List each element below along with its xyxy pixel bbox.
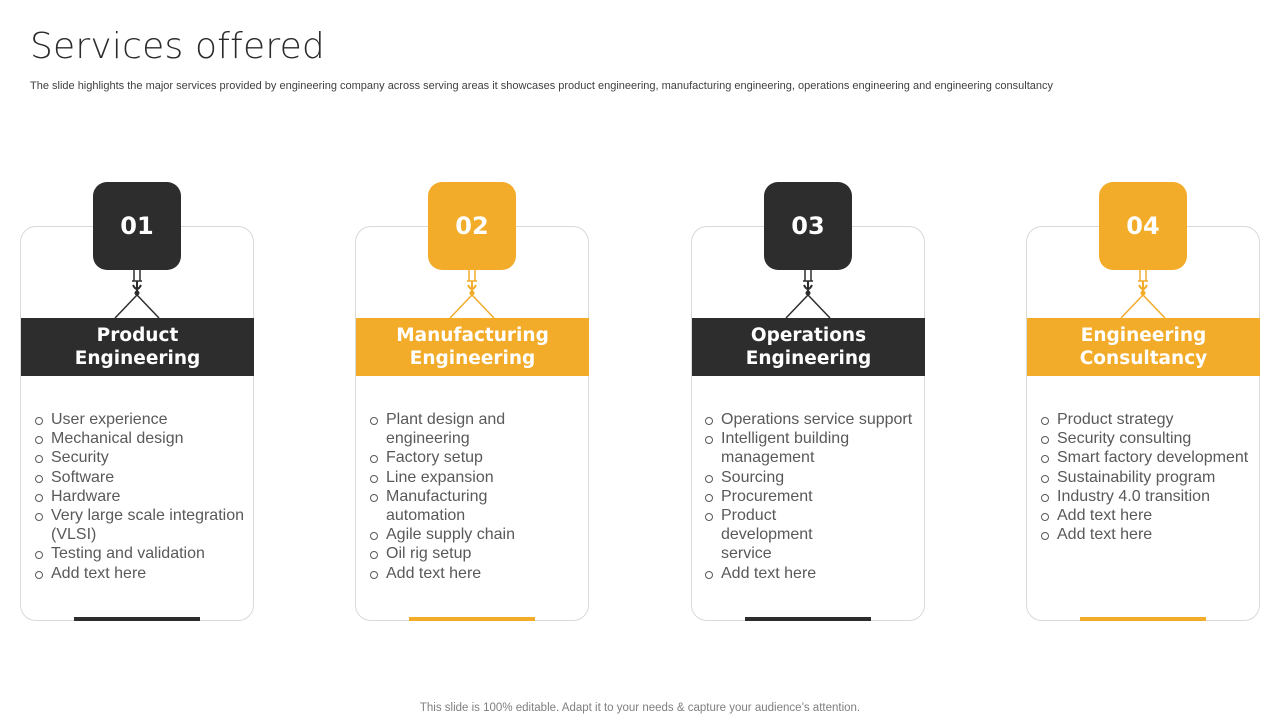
list-item: Factory setup — [368, 448, 568, 467]
card-bottom-accent — [1080, 617, 1206, 621]
service-title-line: Consultancy — [1079, 348, 1208, 369]
card-bottom-accent — [74, 617, 200, 621]
service-items-list — [1039, 410, 1264, 544]
page-title: Services offered — [30, 26, 325, 67]
list-item: Add text here — [1039, 525, 1264, 544]
service-items-list — [703, 410, 918, 583]
list-item: Testing and validation — [33, 544, 253, 563]
service-number-badge-04: 04 — [1099, 182, 1187, 270]
list-item: Add text here — [703, 564, 918, 583]
list-item: Software — [33, 468, 253, 487]
service-title-banner — [356, 318, 589, 376]
hook-connector-icon — [442, 269, 502, 319]
list-item: Sustainability program — [1039, 468, 1264, 487]
list-item: Industry 4.0 transition — [1039, 487, 1264, 506]
list-item: Add text here — [368, 564, 568, 583]
service-title-line: Operations — [750, 325, 867, 346]
service-number-badge-01: 01 — [93, 182, 181, 270]
hook-connector-icon — [1113, 269, 1173, 319]
service-items-list — [368, 410, 568, 583]
list-item: Security — [33, 448, 253, 467]
service-title-line: Engineering — [1080, 325, 1207, 346]
list-item: Product development service — [703, 506, 918, 564]
list-item: Hardware — [33, 487, 253, 506]
list-item: Add text here — [1039, 506, 1264, 525]
page-subtitle: The slide highlights the major services provided by engineering company across serving areas it showcases product engineering, manufacturing engineering, operations engineering and engineering consultancy — [30, 80, 1053, 92]
service-title-banner — [1027, 318, 1260, 376]
card-bottom-accent — [745, 617, 871, 621]
list-item: Operations service support — [703, 410, 918, 429]
list-item: Manufacturing automation — [368, 487, 568, 525]
list-item: User experience — [33, 410, 253, 429]
service-title-line: Engineering — [74, 348, 201, 369]
service-number-badge-02: 02 — [428, 182, 516, 270]
list-item: Product strategy — [1039, 410, 1264, 429]
service-title-line: Engineering — [409, 348, 536, 369]
service-items-list — [33, 410, 253, 583]
service-title-banner — [692, 318, 925, 376]
service-title-banner — [21, 318, 254, 376]
list-item: Very large scale integration (VLSI) — [33, 506, 253, 544]
list-item: Procurement — [703, 487, 918, 506]
list-item: Intelligent building management — [703, 429, 918, 467]
list-item: Plant design and engineering — [368, 410, 568, 448]
list-item: Sourcing — [703, 468, 918, 487]
list-item: Security consulting — [1039, 429, 1264, 448]
service-title-line: Manufacturing — [396, 325, 549, 346]
list-item: Oil rig setup — [368, 544, 568, 563]
footer-note: This slide is 100% editable. Adapt it to your needs & capture your audience’s attention. — [419, 702, 861, 714]
service-number-badge-03: 03 — [764, 182, 852, 270]
card-bottom-accent — [409, 617, 535, 621]
hook-connector-icon — [107, 269, 167, 319]
list-item: Line expansion — [368, 468, 568, 487]
service-title-line: Product — [96, 325, 179, 346]
list-item: Smart factory development — [1039, 448, 1264, 467]
list-item: Add text here — [33, 564, 253, 583]
service-title-line: Engineering — [745, 348, 872, 369]
list-item: Agile supply chain — [368, 525, 568, 544]
hook-connector-icon — [778, 269, 838, 319]
list-item: Mechanical design — [33, 429, 253, 448]
